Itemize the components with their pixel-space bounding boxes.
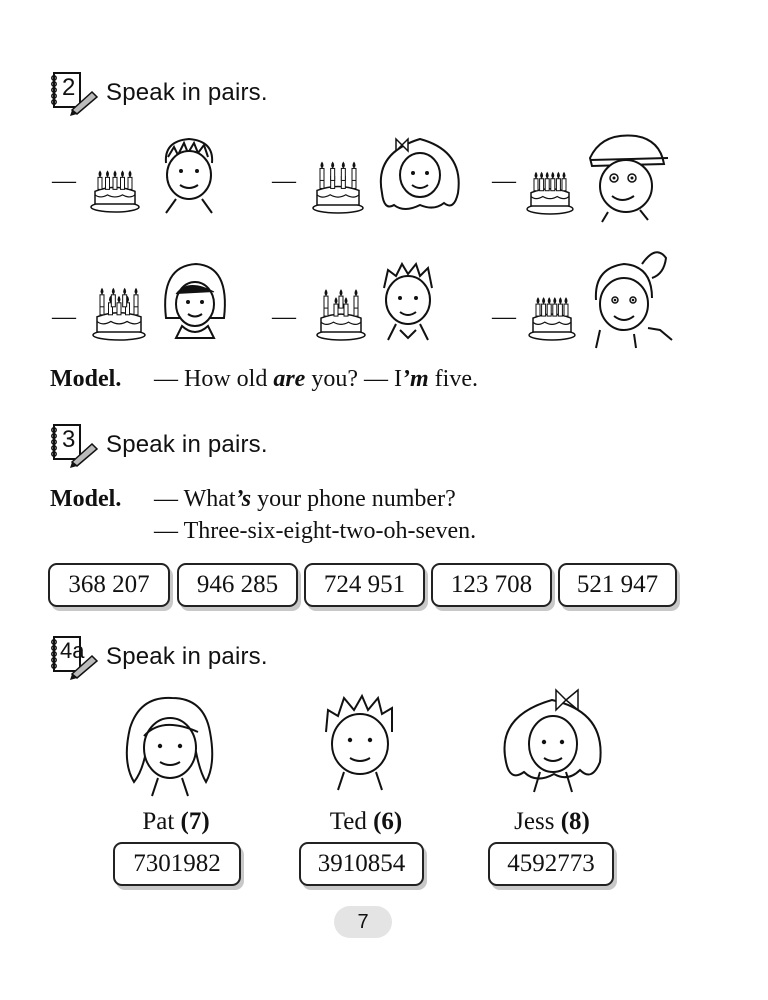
birthday-cake-icon — [90, 160, 140, 212]
candle-flame — [355, 289, 358, 296]
birthday-cake-icon — [528, 284, 576, 340]
candle — [551, 179, 555, 191]
birthday-cake-icon — [312, 155, 364, 213]
model-text: — How old — [154, 366, 274, 392]
exercise-number: 2 — [62, 74, 76, 101]
kid-name-label: Ted (6) — [329, 808, 403, 835]
kid-name-label: Pat (7) — [142, 808, 210, 835]
candle-flame — [121, 170, 124, 177]
candle-flame — [563, 172, 566, 179]
candle — [562, 179, 566, 191]
candle-flame — [114, 170, 117, 177]
model-emphasis: ’s — [235, 486, 252, 512]
candle-flame — [340, 289, 343, 296]
phone-number-box: 123 708 — [431, 563, 552, 607]
candle — [339, 296, 343, 308]
candle-flame — [557, 172, 560, 179]
ex3-model-line-1 — [50, 486, 456, 513]
birthday-cake-icon — [92, 280, 146, 340]
girl-ponytail-illustration — [586, 244, 674, 350]
notebook-pencil-icon — [48, 422, 100, 468]
dash: — — [492, 168, 516, 194]
candle-flame — [112, 288, 115, 295]
candle — [556, 179, 560, 191]
exercise-number: 3 — [62, 426, 76, 453]
candle — [341, 168, 345, 180]
model-label: Model. — [50, 486, 122, 512]
dash: — — [52, 168, 76, 194]
candle — [540, 179, 544, 191]
exercise-number: 4a — [60, 638, 85, 663]
candle-flame — [535, 172, 538, 179]
dash: — — [272, 304, 296, 330]
candle — [354, 296, 358, 308]
candle — [111, 295, 115, 307]
model-text: five. — [428, 366, 478, 392]
boy-face-illustration — [376, 258, 440, 342]
candle-flame — [546, 172, 549, 179]
girl-face-illustration — [374, 133, 466, 215]
candle-flame — [101, 288, 104, 295]
candle-flame — [335, 297, 338, 304]
candle — [320, 168, 324, 180]
notebook-pencil-icon — [48, 634, 100, 680]
dash: — — [492, 304, 516, 330]
candle — [334, 304, 338, 316]
candle — [128, 177, 132, 189]
candle-flame — [542, 297, 545, 304]
notebook-pencil-icon — [48, 70, 100, 116]
candle-flame — [345, 297, 348, 304]
candle-flame — [325, 289, 328, 296]
kid-name-label: Jess (8) — [514, 808, 590, 835]
candle-flame — [548, 297, 551, 304]
candle — [123, 295, 127, 307]
pat-face-illustration — [122, 692, 218, 796]
candle-flame — [559, 297, 562, 304]
candle — [324, 296, 328, 308]
boy-cap-illustration — [582, 130, 672, 222]
candle-flame — [553, 297, 556, 304]
candle — [98, 177, 102, 189]
candle — [117, 303, 121, 315]
model-text: you? — I — [305, 366, 402, 392]
candle — [553, 304, 557, 316]
candle-flame — [106, 170, 109, 177]
phone-number-box: 946 285 — [177, 563, 298, 607]
candle-flame — [540, 172, 543, 179]
model-text: — What — [154, 486, 236, 512]
candle-flame — [331, 161, 334, 168]
ex2-model-line — [50, 366, 478, 393]
candle-flame — [99, 170, 102, 177]
model-emphasis: ’m — [402, 366, 429, 392]
candle — [106, 177, 110, 189]
exercise-title: Speak in pairs. — [106, 79, 268, 106]
kid-phone-box: 3910854 — [299, 842, 424, 886]
candle-flame — [321, 161, 324, 168]
candle — [113, 177, 117, 189]
candle-flame — [353, 161, 356, 168]
candle — [134, 295, 138, 307]
candle — [547, 304, 551, 316]
ted-face-illustration — [314, 692, 404, 792]
ex3-model-line-2 — [154, 518, 476, 545]
jess-face-illustration — [496, 686, 610, 796]
candle-flame — [565, 297, 568, 304]
phone-number-box: 521 947 — [558, 563, 677, 607]
candle — [534, 179, 538, 191]
candle-flame — [123, 288, 126, 295]
model-label: Model. — [50, 366, 122, 392]
boy-face-illustration — [156, 133, 222, 215]
dash: — — [52, 304, 76, 330]
candle-flame — [135, 288, 138, 295]
birthday-cake-icon — [316, 284, 366, 340]
candle-flame — [118, 296, 121, 303]
candle — [121, 177, 125, 189]
candle — [344, 304, 348, 316]
kid-phone-box: 7301982 — [113, 842, 241, 886]
candle-flame — [537, 297, 540, 304]
dash: — — [272, 168, 296, 194]
exercise-title: Speak in pairs. — [106, 431, 268, 458]
girl-bob-illustration — [158, 258, 232, 342]
candle — [100, 295, 104, 307]
exercise-4a-header — [48, 634, 268, 680]
candle — [536, 304, 540, 316]
candle — [331, 168, 335, 180]
model-text: your phone number? — [251, 486, 456, 512]
exercise-3-header — [48, 422, 268, 468]
kid-phone-box: 4592773 — [488, 842, 614, 886]
candle-flame — [129, 170, 132, 177]
phone-number-box: 724 951 — [304, 563, 425, 607]
candle-flame — [551, 172, 554, 179]
candle — [545, 179, 549, 191]
model-text: — Three-six-eight-two-oh-seven. — [154, 518, 477, 544]
phone-number-box: 368 207 — [48, 563, 170, 607]
exercise-title: Speak in pairs. — [106, 643, 268, 670]
candle — [558, 304, 562, 316]
model-emphasis: are — [273, 366, 306, 392]
candle — [352, 168, 356, 180]
candle-flame — [342, 161, 345, 168]
exercise-2-header — [48, 70, 268, 116]
birthday-cake-icon — [526, 160, 574, 214]
candle — [542, 304, 546, 316]
candle — [564, 304, 568, 316]
page-number: 7 — [334, 906, 392, 938]
